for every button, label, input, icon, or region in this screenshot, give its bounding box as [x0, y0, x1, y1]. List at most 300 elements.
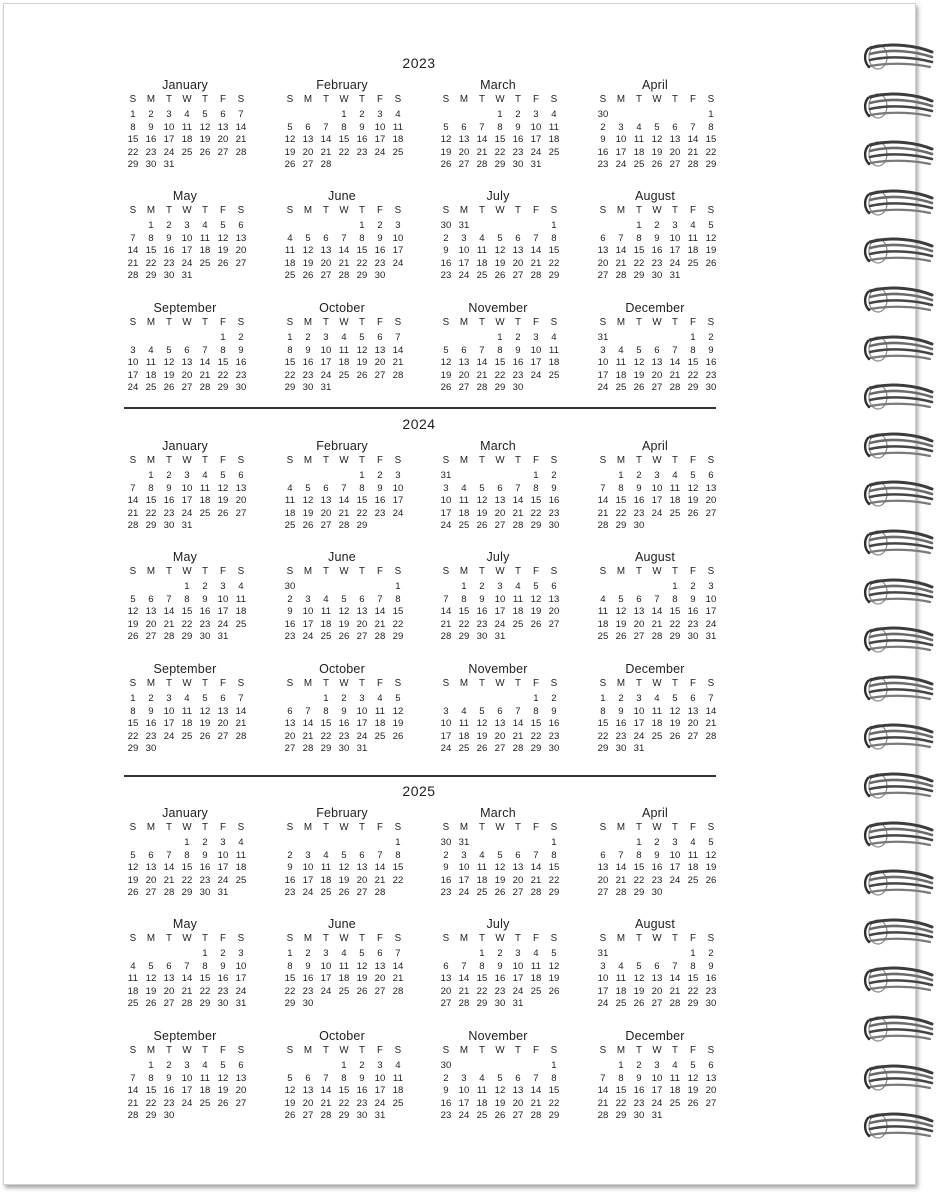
- month-name: March: [480, 439, 516, 453]
- day-cell: 1: [148, 1060, 154, 1071]
- day-cell: 20: [512, 874, 524, 886]
- day-cell: 26: [302, 520, 314, 532]
- day-cell: 23: [512, 369, 524, 381]
- day-cell: 25: [669, 507, 681, 519]
- day-cell: 30: [651, 887, 663, 899]
- day-cell: 25: [320, 631, 332, 643]
- day-cell: 31: [651, 1110, 663, 1122]
- week-row: [124, 731, 246, 743]
- weekday-label: T: [478, 822, 486, 833]
- weekday-label: T: [514, 933, 522, 944]
- day-cell: 10: [163, 705, 175, 717]
- day-cell: 22: [687, 985, 699, 997]
- month-name: March: [480, 806, 516, 820]
- day-cell: 19: [199, 134, 211, 146]
- weekday-label: M: [459, 933, 469, 944]
- day-cell: 19: [356, 357, 368, 369]
- day-cell: 21: [127, 1097, 139, 1109]
- day-cell: 24: [392, 507, 404, 519]
- month-name: July: [486, 917, 510, 931]
- day-cell: 23: [633, 1097, 645, 1109]
- weekday-header: [437, 678, 559, 690]
- day-cell: 5: [130, 593, 136, 605]
- day-cell: 12: [687, 482, 699, 494]
- day-cell: 18: [615, 985, 627, 997]
- day-cell: 29: [284, 382, 296, 394]
- spiral-coil-icon: [862, 186, 936, 220]
- week-row: [281, 581, 403, 593]
- weekday-header: [281, 205, 403, 217]
- day-cell: 27: [145, 887, 157, 899]
- day-cell: 6: [636, 593, 642, 605]
- weekday-label: S: [442, 94, 450, 105]
- week-row: [124, 520, 246, 532]
- weekday-header: [124, 822, 246, 834]
- weekday-header: [437, 933, 559, 945]
- day-cell: 3: [654, 470, 660, 481]
- day-cell: 26: [338, 631, 350, 643]
- week-row: [437, 718, 559, 730]
- day-cell: 1: [148, 220, 154, 231]
- weekday-label: F: [219, 678, 227, 689]
- day-cell: 3: [377, 1060, 383, 1071]
- day-cell: 29: [494, 382, 506, 394]
- day-cell: 24: [302, 631, 314, 643]
- day-cell: 13: [235, 232, 247, 244]
- week-row: [281, 332, 403, 344]
- day-cell: 11: [199, 482, 211, 494]
- day-cell: 5: [287, 1072, 293, 1084]
- weekday-label: F: [376, 205, 384, 216]
- day-cell: 26: [217, 507, 229, 519]
- weekday-header: [594, 205, 716, 217]
- day-cell: 30: [163, 270, 175, 282]
- day-cell: 18: [530, 973, 542, 985]
- day-cell: 16: [651, 862, 663, 874]
- weekday-label: M: [146, 455, 156, 466]
- day-cell: 18: [476, 257, 488, 269]
- week-row: [124, 1085, 246, 1097]
- month-name: January: [162, 806, 208, 820]
- day-cell: 8: [287, 960, 293, 972]
- weekday-label: F: [689, 678, 697, 689]
- weekday-label: S: [442, 822, 450, 833]
- day-cell: 22: [320, 730, 332, 742]
- day-cell: 19: [687, 1085, 699, 1097]
- day-cell: 2: [341, 693, 347, 704]
- day-cell: 21: [705, 718, 717, 730]
- day-cell: 30: [476, 631, 488, 643]
- weekday-label: T: [358, 566, 366, 577]
- weekday-label: T: [514, 317, 522, 328]
- day-cell: 1: [551, 1060, 557, 1071]
- day-cell: 10: [163, 121, 175, 133]
- day-cell: 7: [443, 593, 449, 605]
- day-cell: 9: [443, 862, 449, 874]
- day-cell: 4: [130, 960, 136, 972]
- weekday-label: T: [322, 205, 330, 216]
- day-cell: 12: [338, 862, 350, 874]
- day-cell: 10: [651, 1072, 663, 1084]
- day-cell: 18: [687, 245, 699, 257]
- day-cell: 24: [530, 146, 542, 158]
- day-cell: 4: [461, 705, 467, 717]
- spiral-coil-icon: [862, 915, 936, 949]
- day-cell: 24: [217, 618, 229, 630]
- day-cell: 10: [705, 593, 717, 605]
- day-cell: 22: [145, 1097, 157, 1109]
- weekday-label: M: [146, 566, 156, 577]
- day-cell: 23: [494, 985, 506, 997]
- day-cell: 11: [548, 121, 560, 133]
- day-cell: 30: [494, 998, 506, 1010]
- day-cell: 24: [440, 520, 452, 532]
- month-name: April: [641, 806, 668, 820]
- day-cell: 11: [476, 245, 488, 257]
- weekday-label: S: [550, 205, 558, 216]
- week-row: [594, 973, 716, 985]
- day-cell: 21: [235, 134, 247, 146]
- day-cell: 20: [374, 973, 386, 985]
- weekday-label: M: [459, 566, 469, 577]
- day-cell: 24: [512, 985, 524, 997]
- weekday-label: M: [459, 678, 469, 689]
- day-cell: 29: [633, 270, 645, 282]
- day-cell: 11: [476, 862, 488, 874]
- day-cell: 10: [356, 705, 368, 717]
- day-cell: 3: [461, 849, 467, 861]
- weekday-header: [281, 933, 403, 945]
- day-cell: 28: [476, 382, 488, 394]
- day-cell: 19: [548, 973, 560, 985]
- day-cell: 21: [235, 718, 247, 730]
- day-cell: 13: [320, 495, 332, 507]
- day-cell: 18: [181, 718, 193, 730]
- day-cell: 23: [597, 159, 609, 171]
- day-cell: 27: [374, 985, 386, 997]
- week-row: [124, 258, 246, 270]
- weekday-header: [594, 317, 716, 329]
- day-cell: 28: [669, 382, 681, 394]
- week-row: [594, 718, 716, 730]
- day-cell: 7: [690, 121, 696, 133]
- day-cell: 16: [235, 357, 247, 369]
- day-cell: 18: [181, 134, 193, 146]
- weekday-label: M: [303, 94, 313, 105]
- day-cell: 30: [199, 631, 211, 643]
- day-cell: 22: [338, 1097, 350, 1109]
- weekday-label: F: [532, 822, 540, 833]
- day-cell: 9: [708, 960, 714, 972]
- day-cell: 8: [341, 121, 347, 133]
- day-cell: 17: [615, 146, 627, 158]
- day-cell: 9: [551, 482, 557, 494]
- day-cell: 11: [338, 960, 350, 972]
- day-cell: 7: [618, 232, 624, 244]
- day-cell: 17: [181, 245, 193, 257]
- day-cell: 7: [305, 705, 311, 717]
- weekday-label: W: [652, 94, 662, 105]
- day-cell: 3: [461, 1072, 467, 1084]
- weekday-label: T: [201, 205, 209, 216]
- day-cell: 4: [479, 232, 485, 244]
- day-cell: 12: [440, 134, 452, 146]
- day-cell: 4: [323, 849, 329, 861]
- day-cell: 12: [476, 495, 488, 507]
- day-cell: 3: [533, 109, 539, 120]
- day-cell: 23: [217, 985, 229, 997]
- weekday-label: T: [514, 205, 522, 216]
- day-cell: 3: [184, 1060, 190, 1071]
- day-cell: 2: [654, 837, 660, 848]
- day-cell: 23: [199, 874, 211, 886]
- day-cell: 12: [302, 245, 314, 257]
- day-cell: 28: [392, 985, 404, 997]
- weekday-label: F: [219, 94, 227, 105]
- day-cell: 18: [458, 730, 470, 742]
- week-row: [124, 1110, 246, 1122]
- day-cell: 23: [633, 507, 645, 519]
- day-cell: 5: [395, 693, 401, 704]
- spiral-coil-icon: [862, 1109, 936, 1143]
- day-cell: 6: [515, 232, 521, 244]
- week-row: [281, 109, 403, 121]
- day-cell: 29: [356, 520, 368, 532]
- day-cell: 16: [512, 357, 524, 369]
- day-cell: 24: [530, 369, 542, 381]
- day-cell: 1: [551, 220, 557, 231]
- day-cell: 25: [458, 520, 470, 532]
- day-cell: 27: [356, 631, 368, 643]
- weekday-label: S: [707, 455, 715, 466]
- day-cell: 7: [533, 232, 539, 244]
- day-cell: 12: [284, 134, 296, 146]
- spiral-coil-icon: [862, 720, 936, 754]
- weekday-label: T: [478, 933, 486, 944]
- day-cell: 23: [440, 270, 452, 282]
- day-cell: 5: [202, 693, 208, 704]
- week-row: [124, 961, 246, 973]
- day-cell: 10: [181, 482, 193, 494]
- day-cell: 5: [551, 948, 557, 959]
- day-cell: 17: [181, 495, 193, 507]
- weekday-label: W: [339, 678, 349, 689]
- day-cell: 4: [341, 948, 347, 959]
- day-cell: 24: [651, 507, 663, 519]
- day-cell: 6: [287, 705, 293, 717]
- day-cell: 13: [687, 705, 699, 717]
- day-cell: 28: [597, 1110, 609, 1122]
- day-cell: 4: [395, 109, 401, 120]
- day-cell: 19: [440, 146, 452, 158]
- day-cell: 2: [708, 948, 714, 959]
- day-cell: 13: [651, 357, 663, 369]
- day-cell: 23: [548, 730, 560, 742]
- week-row: [281, 147, 403, 159]
- day-cell: 18: [284, 507, 296, 519]
- day-cell: 22: [548, 1097, 560, 1109]
- weekday-label: S: [237, 822, 245, 833]
- day-cell: 25: [651, 730, 663, 742]
- day-cell: 28: [476, 159, 488, 171]
- month-name: June: [328, 917, 356, 931]
- weekday-label: F: [376, 1045, 384, 1056]
- day-cell: 27: [235, 257, 247, 269]
- week-row: [437, 1098, 559, 1110]
- day-cell: 15: [633, 862, 645, 874]
- day-cell: 22: [669, 618, 681, 630]
- day-cell: 12: [705, 849, 717, 861]
- day-cell: 14: [199, 357, 211, 369]
- weekday-label: S: [129, 566, 137, 577]
- month-name: December: [625, 662, 685, 676]
- weekday-label: S: [599, 94, 607, 105]
- day-cell: 14: [458, 973, 470, 985]
- day-cell: 31: [235, 998, 247, 1010]
- day-cell: 9: [636, 482, 642, 494]
- week-row: [281, 220, 403, 232]
- day-cell: 19: [669, 718, 681, 730]
- day-cell: 14: [302, 718, 314, 730]
- day-cell: 15: [145, 245, 157, 257]
- week-row: [594, 520, 716, 532]
- week-row: [124, 631, 246, 643]
- day-cell: 15: [392, 862, 404, 874]
- week-row: [124, 470, 246, 482]
- day-cell: 23: [199, 618, 211, 630]
- month-name: October: [319, 662, 365, 676]
- day-cell: 16: [284, 618, 296, 630]
- day-cell: 9: [202, 849, 208, 861]
- weekday-label: M: [146, 822, 156, 833]
- day-cell: 17: [235, 973, 247, 985]
- spiral-coil-icon: [862, 526, 936, 560]
- day-cell: 16: [199, 606, 211, 618]
- day-cell: 8: [551, 1072, 557, 1084]
- day-cell: 15: [356, 245, 368, 257]
- day-cell: 24: [597, 998, 609, 1010]
- day-cell: 3: [672, 837, 678, 848]
- day-cell: 26: [705, 257, 717, 269]
- day-cell: 22: [530, 730, 542, 742]
- day-cell: 29: [615, 1110, 627, 1122]
- weekday-label: T: [165, 933, 173, 944]
- day-cell: 27: [705, 507, 717, 519]
- day-cell: 17: [458, 1097, 470, 1109]
- day-cell: 20: [669, 146, 681, 158]
- week-row: [124, 109, 246, 121]
- day-cell: 7: [377, 849, 383, 861]
- day-cell: 7: [515, 705, 521, 717]
- day-cell: 31: [597, 948, 609, 959]
- day-cell: 8: [359, 482, 365, 494]
- weekday-label: T: [201, 678, 209, 689]
- day-cell: 22: [127, 730, 139, 742]
- weekday-label: F: [219, 317, 227, 328]
- day-cell: 9: [202, 593, 208, 605]
- week-row: [437, 470, 559, 482]
- day-cell: 3: [600, 344, 606, 356]
- day-cell: 27: [374, 369, 386, 381]
- day-cell: 2: [305, 332, 311, 343]
- day-cell: 1: [184, 581, 190, 592]
- week-row: [281, 258, 403, 270]
- day-cell: 18: [669, 495, 681, 507]
- day-cell: 24: [458, 887, 470, 899]
- day-cell: 20: [217, 718, 229, 730]
- day-cell: 20: [651, 369, 663, 381]
- day-cell: 28: [199, 382, 211, 394]
- day-cell: 7: [130, 482, 136, 494]
- day-cell: 30: [356, 1110, 368, 1122]
- day-cell: 16: [633, 495, 645, 507]
- week-row: [124, 495, 246, 507]
- day-cell: 10: [392, 482, 404, 494]
- day-cell: 9: [166, 1072, 172, 1084]
- day-cell: 13: [284, 718, 296, 730]
- week-row: [124, 973, 246, 985]
- weekday-header: [124, 678, 246, 690]
- day-cell: 27: [320, 270, 332, 282]
- day-cell: 1: [497, 109, 503, 120]
- day-cell: 8: [533, 482, 539, 494]
- day-cell: 7: [515, 482, 521, 494]
- weekday-header: [594, 455, 716, 467]
- day-cell: 3: [443, 482, 449, 494]
- day-cell: 26: [440, 159, 452, 171]
- week-row: [437, 233, 559, 245]
- day-cell: 21: [338, 507, 350, 519]
- day-cell: 15: [615, 1085, 627, 1097]
- month-name: October: [319, 1029, 365, 1043]
- weekday-label: T: [671, 933, 679, 944]
- day-cell: 20: [284, 730, 296, 742]
- day-cell: 25: [338, 985, 350, 997]
- day-cell: 13: [597, 245, 609, 257]
- day-cell: 13: [458, 134, 470, 146]
- day-cell: 12: [705, 232, 717, 244]
- day-cell: 6: [220, 693, 226, 704]
- weekday-label: T: [635, 317, 643, 328]
- month-name: August: [634, 550, 676, 564]
- day-cell: 6: [220, 109, 226, 120]
- day-cell: 7: [672, 960, 678, 972]
- day-cell: 12: [440, 357, 452, 369]
- day-cell: 5: [618, 593, 624, 605]
- day-cell: 2: [654, 220, 660, 231]
- weekday-label: M: [303, 822, 313, 833]
- weekday-label: F: [219, 822, 227, 833]
- week-row: [437, 122, 559, 134]
- day-cell: 30: [633, 1110, 645, 1122]
- day-cell: 17: [458, 874, 470, 886]
- day-cell: 2: [377, 220, 383, 231]
- week-row: [594, 606, 716, 618]
- week-row: [124, 875, 246, 887]
- weekday-label: S: [129, 94, 137, 105]
- day-cell: 16: [615, 718, 627, 730]
- day-cell: 24: [669, 874, 681, 886]
- week-row: [124, 862, 246, 874]
- day-cell: 23: [651, 257, 663, 269]
- week-row: [437, 508, 559, 520]
- day-cell: 8: [636, 849, 642, 861]
- spiral-coil-icon: [862, 380, 936, 414]
- weekday-label: W: [652, 566, 662, 577]
- day-cell: 8: [551, 849, 557, 861]
- day-cell: 4: [551, 332, 557, 343]
- weekday-label: W: [652, 317, 662, 328]
